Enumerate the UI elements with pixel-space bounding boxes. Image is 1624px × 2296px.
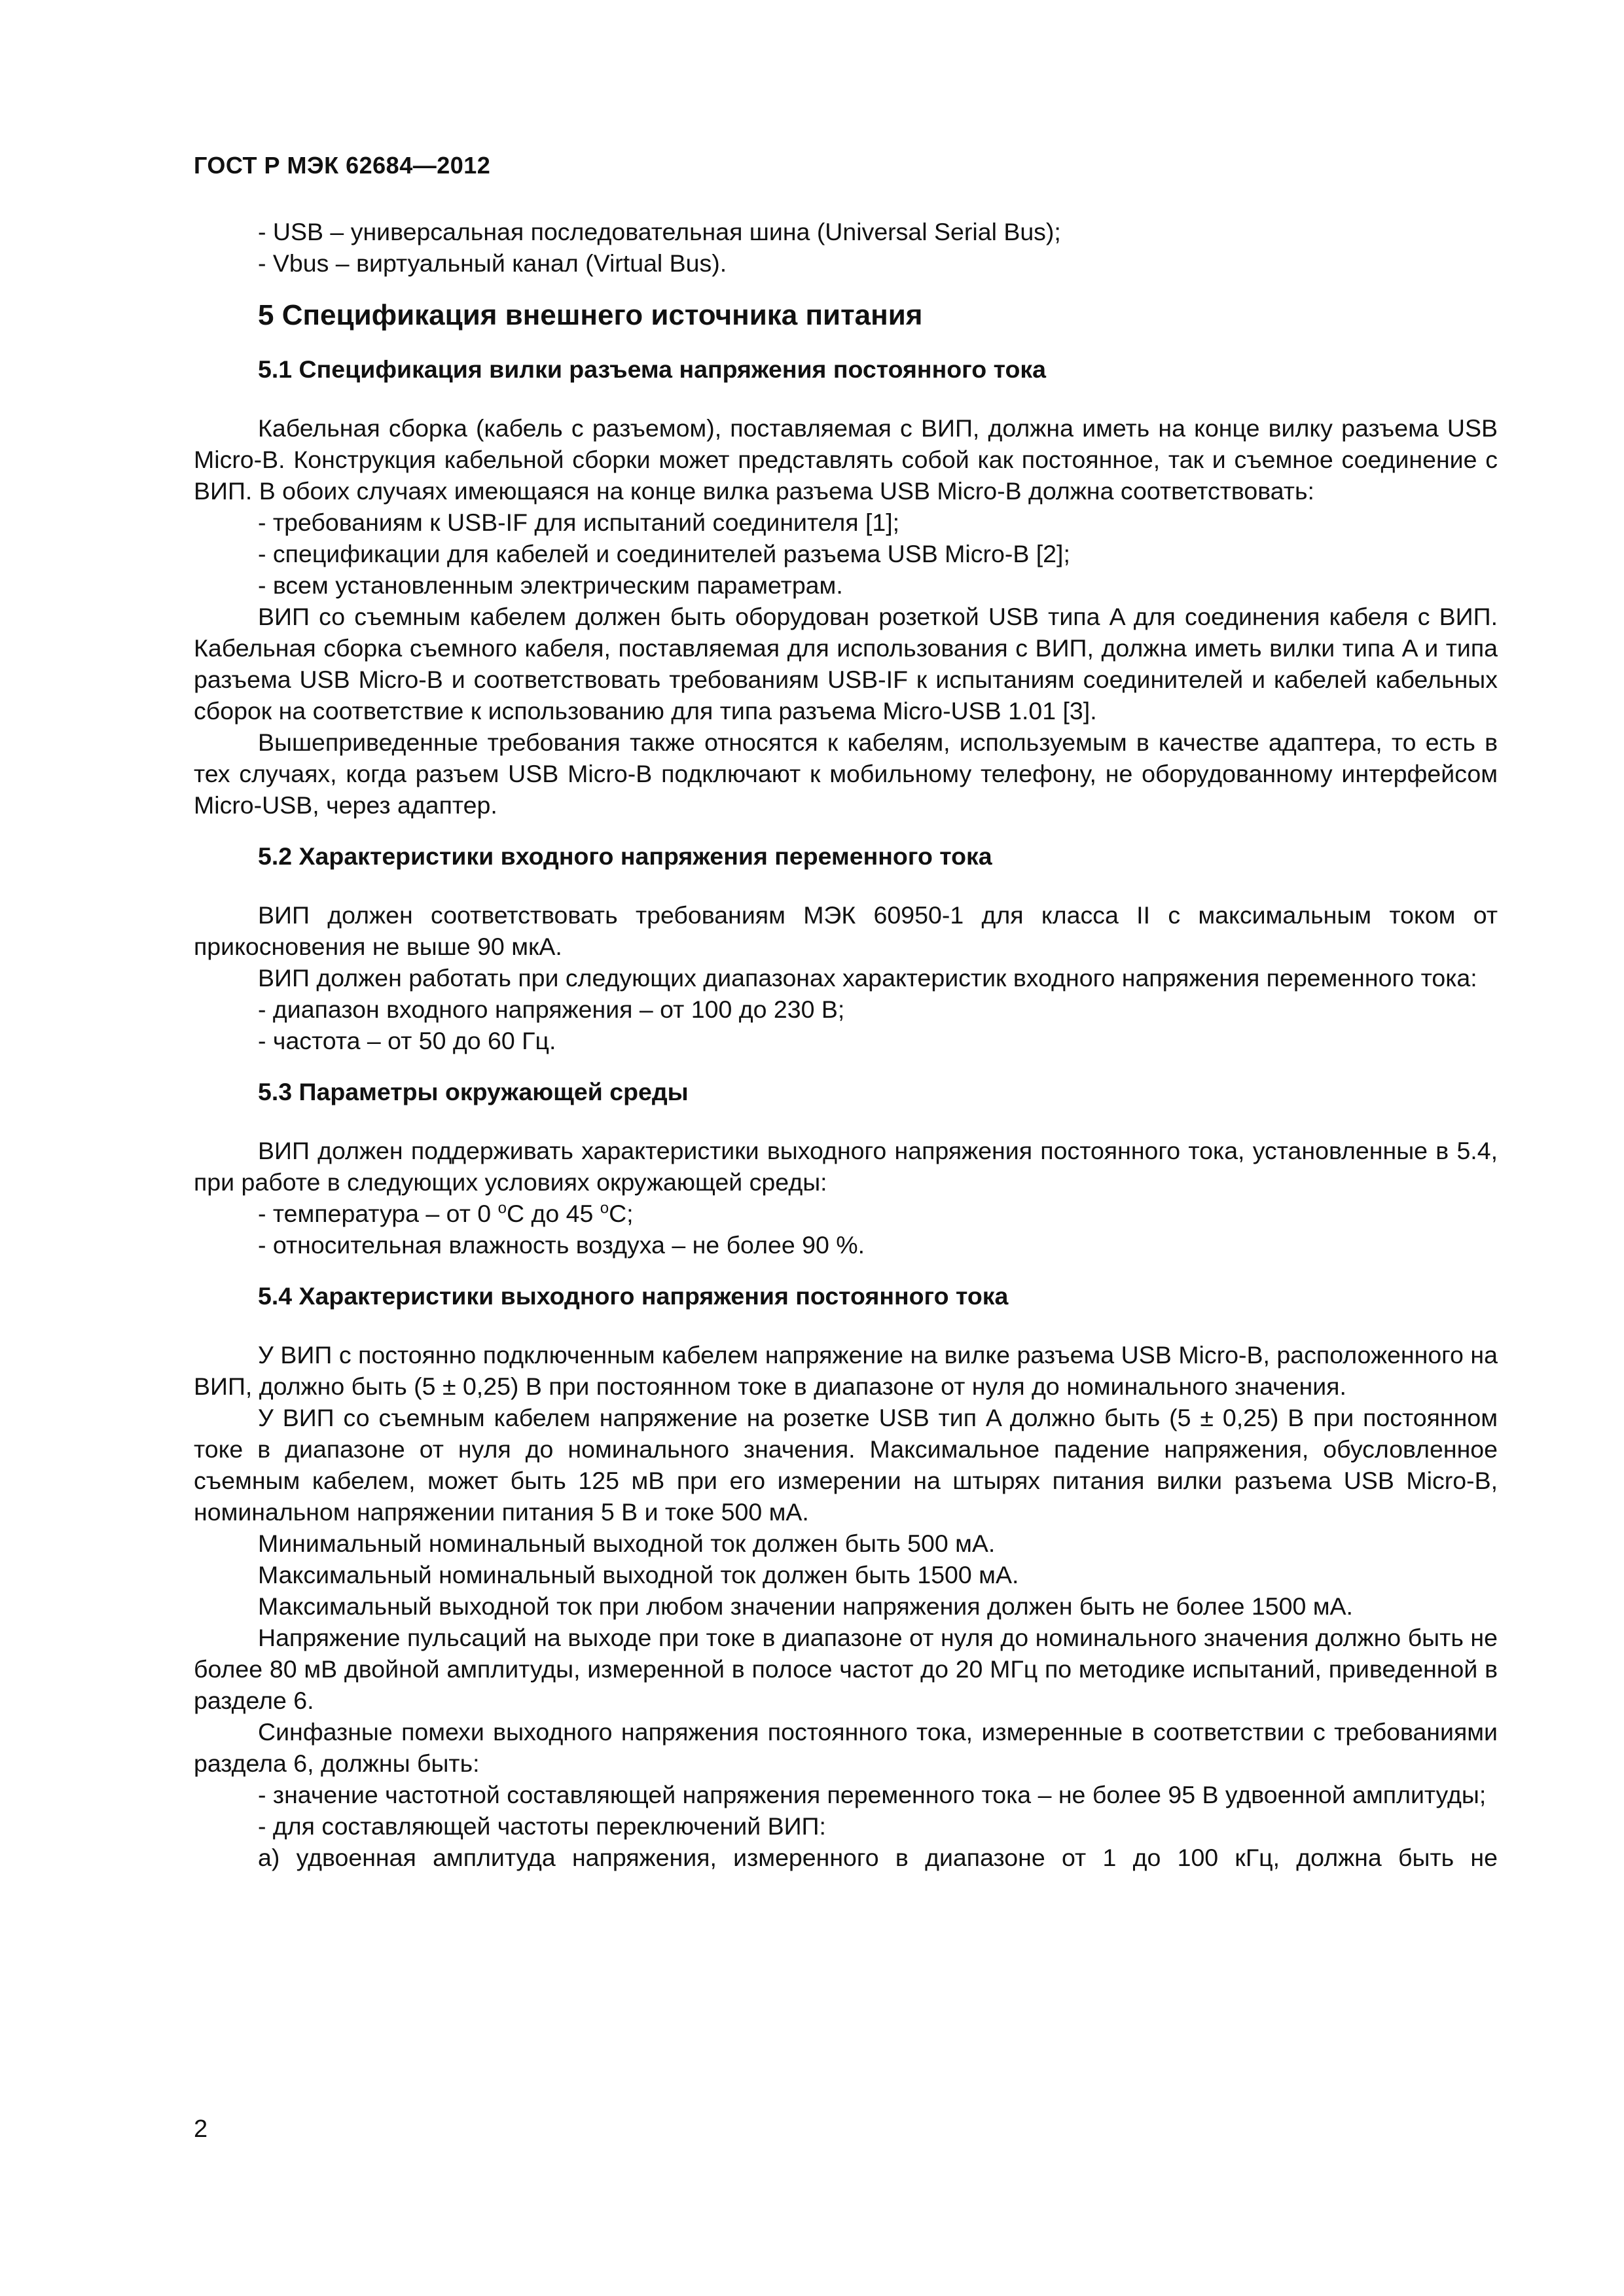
temperature-text-c: C; [609, 1200, 634, 1227]
list-item: - диапазон входного напряжения – от 100 до 230 В; [258, 996, 845, 1023]
paragraph: У ВИП со съемным кабелем напряжение на розетке USB тип A должно быть (5 ± 0,25) В при постоянном токе в диапазоне от нуля до номинального значения. Максимальное падение напряжения, обусловленное съемным кабелем, может быть 125 мВ при его измерении на штырях питания вилки разъема USB Micro-B, номинальном напряжении питания 5 В и токе 500 мА. [194, 1404, 1498, 1526]
section-5-2-heading: 5.2 Характеристики входного напряжения переменного тока [258, 842, 992, 870]
document-body [194, 216, 1498, 1873]
list-item: - значение частотной составляющей напряжения переменного тока – не более 95 В удвоенной амплитуды; [258, 1781, 1487, 1808]
paragraph: ВИП должен поддерживать характеристики выходного напряжения постоянного тока, установленные в 5.4, при работе в следующих условиях окружающей среды: [194, 1137, 1498, 1196]
standard-header: ГОСТ Р МЭК 62684—2012 [194, 152, 491, 179]
page-number: 2 [194, 2115, 208, 2143]
temperature-text-a: - температура – от 0 [258, 1200, 498, 1227]
paragraph: Максимальный номинальный выходной ток должен быть 1500 мА. [258, 1561, 1019, 1588]
section-5-heading: 5 Спецификация внешнего источника питания [258, 299, 923, 331]
list-item: - спецификации для кабелей и соединителей разъема USB Micro-B [2]; [258, 540, 1070, 567]
paragraph: Максимальный выходной ток при любом значении напряжения должен быть не более 1500 мА. [258, 1592, 1353, 1620]
degree-sign: o [600, 1199, 609, 1217]
paragraph: ВИП должен работать при следующих диапазонах характеристик входного напряжения переменного тока: [258, 964, 1477, 992]
paragraph: Синфазные помехи выходного напряжения постоянного тока, измеренные в соответствии с требованиями раздела 6, должны быть: [194, 1718, 1498, 1777]
list-item: - относительная влажность воздуха – не более 90 %. [258, 1231, 865, 1259]
paragraph: ВИП должен соответствовать требованиям МЭК 60950-1 для класса II с максимальным током от прикосновения не выше 90 мкА. [194, 901, 1498, 960]
list-item-temperature [194, 1198, 1498, 1229]
paragraph: Минимальный номинальный выходной ток должен быть 500 мА. [258, 1530, 996, 1557]
section-5-3-heading: 5.3 Параметры окружающей среды [258, 1078, 689, 1105]
abbreviation-vbus: - Vbus – виртуальный канал (Virtual Bus). [258, 249, 727, 277]
list-item: - для составляющей частоты переключений ВИП: [258, 1812, 826, 1840]
abbreviation-usb: - USB – универсальная последовательная шина (Universal Serial Bus); [258, 218, 1061, 245]
paragraph: ВИП со съемным кабелем должен быть оборудован розеткой USB типа A для соединения кабеля с ВИП. Кабельная сборка съемного кабеля, поставляемая для использования с ВИП, должна иметь вилки типа A и типа разъема USB Micro-B и соответствовать требованиям USB-IF к испытаниям соединителей и кабелей кабельных сборок на соответствие к использованию для типа разъема Micro-USB 1.01 [3]. [194, 603, 1498, 725]
degree-sign: o [497, 1199, 507, 1217]
paragraph: Вышеприведенные требования также относятся к кабелям, используемым в качестве адаптера, то есть в тех случаях, когда разъем USB Micro-B подключают к мобильному телефону, не оборудованному интерфейсом Micro-USB, через адаптер. [194, 728, 1498, 819]
paragraph: У ВИП с постоянно подключенным кабелем напряжение на вилке разъема USB Micro-B, расположенного на ВИП, должно быть (5 ± 0,25) В при постоянном токе в диапазоне от нуля до номинального значения. [194, 1341, 1498, 1400]
list-item: - требованиям к USB-IF для испытаний соединителя [1]; [258, 509, 900, 536]
section-5-1-heading: 5.1 Спецификация вилки разъема напряжения постоянного тока [258, 355, 1046, 383]
list-item: а) удвоенная амплитуда напряжения, измеренного в диапазоне от 1 до 100 кГц, должна быть не [258, 1844, 1498, 1871]
list-item: - всем установленным электрическим параметрам. [258, 571, 843, 599]
temperature-text-b: C до 45 [506, 1200, 600, 1227]
section-5-4-heading: 5.4 Характеристики выходного напряжения постоянного тока [258, 1282, 1009, 1310]
paragraph: Напряжение пульсаций на выходе при токе в диапазоне от нуля до номинального значения должно быть не более 80 мВ двойной амплитуды, измеренной в полосе частот до 20 МГц по методике испытаний, приведенной в разделе 6. [194, 1624, 1498, 1714]
list-item: - частота – от 50 до 60 Гц. [258, 1027, 556, 1054]
paragraph: Кабельная сборка (кабель с разъемом), поставляемая с ВИП, должна иметь на конце вилку разъема USB Micro-B. Конструкция кабельной сборки может представлять собой как постоянное, так и съемное соединение с ВИП. В обоих случаях имеющаяся на конце вилка разъема USB Micro-B должна соответствовать: [194, 414, 1498, 505]
